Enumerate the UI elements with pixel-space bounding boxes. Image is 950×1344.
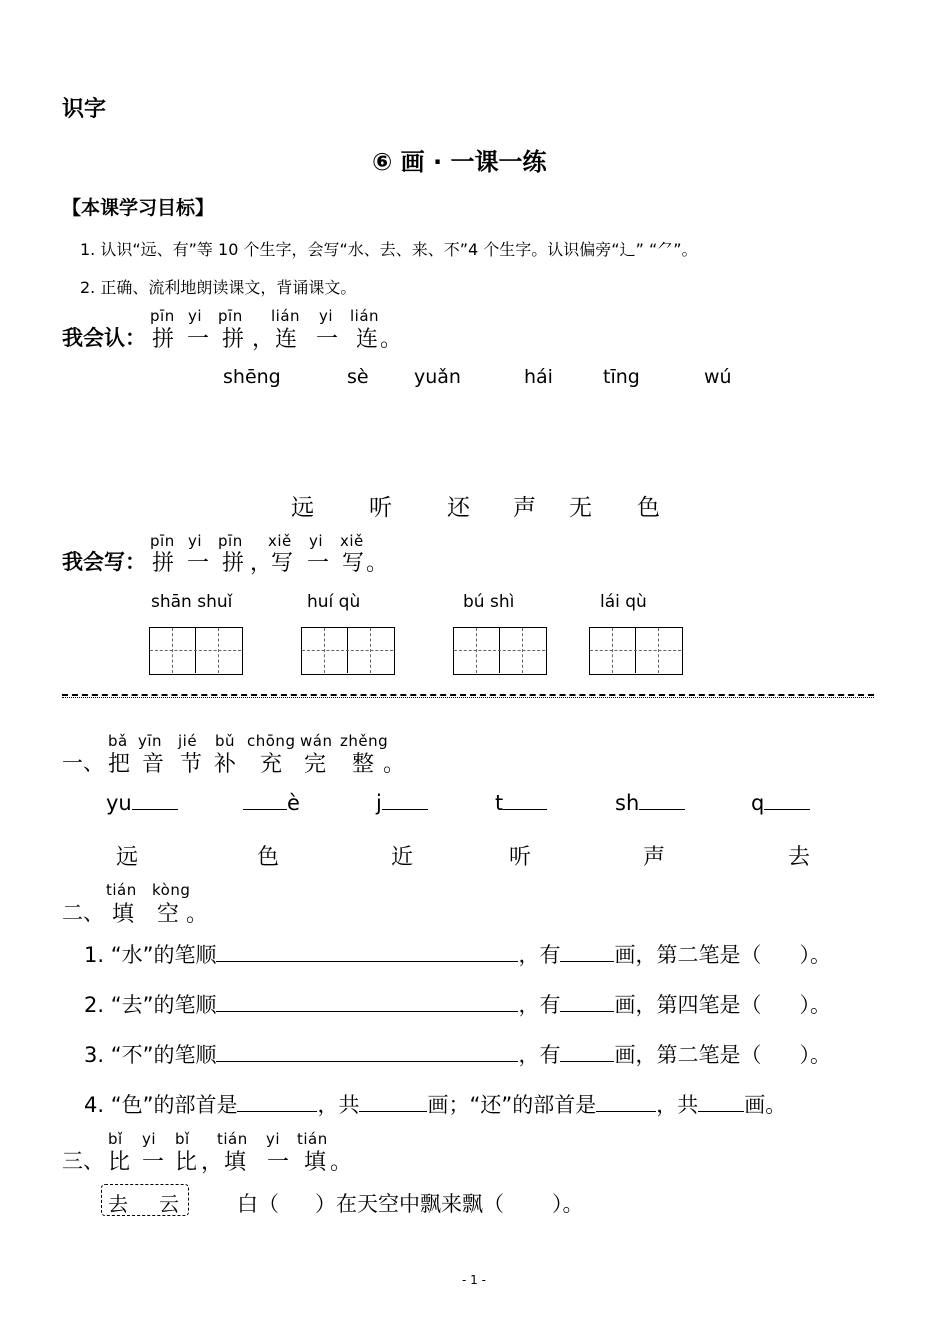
question-text: 1. “水”的笔顺 <box>84 943 217 967</box>
recognize-instr-pinyin: yi <box>188 307 203 325</box>
write-instr-char: 写 <box>342 551 365 576</box>
part2-pinyin: kòng <box>152 881 191 899</box>
syllable-item <box>376 791 428 815</box>
part2-char: 空 <box>157 902 180 927</box>
question-text: 画。 <box>744 1093 787 1117</box>
writing-grid[interactable] <box>589 627 683 675</box>
part3-pinyin: yi <box>266 1130 281 1148</box>
recognize-instr-pinyin: lián <box>350 307 380 325</box>
part3-char: 一 <box>267 1150 290 1175</box>
syllable-blank[interactable] <box>132 809 178 810</box>
recognize-instr-char: 。 <box>380 327 403 352</box>
recognize-instr-char: 连 <box>275 327 298 352</box>
part2-char: 填 <box>112 902 135 927</box>
section-label: 识字 <box>62 97 107 122</box>
recognize-pinyin: shēng <box>223 366 281 388</box>
part3-char: 比 <box>108 1150 131 1175</box>
fill-question-4 <box>84 1089 786 1119</box>
question-text: 画，第二笔是（ <box>614 943 762 967</box>
part3-char: 填 <box>224 1150 247 1175</box>
syllable-blank[interactable] <box>243 809 287 810</box>
question-text: ，有 <box>518 993 561 1017</box>
sentence-text: ）在天空中飘来飘（ <box>315 1192 504 1216</box>
recognize-instr-char: ， <box>252 327 275 352</box>
part1-answer-char: 近 <box>391 845 414 870</box>
syllable-final: è <box>287 791 300 815</box>
write-instr-pinyin: yi <box>188 532 203 550</box>
part1-answer-char: 色 <box>257 845 280 870</box>
goal-item-2: 2. 正确、流利地朗读课文，背诵课文。 <box>80 278 357 297</box>
part1-char: 完 <box>304 752 327 777</box>
write-group-pinyin: shān shuǐ <box>151 592 233 612</box>
question-text: ，共 <box>317 1093 360 1117</box>
write-instr-pinyin: xiě <box>340 532 364 550</box>
recognize-instr-pinyin: pīn <box>150 307 175 325</box>
part3-pinyin: yi <box>142 1130 157 1148</box>
question-text: 3. “不”的笔顺 <box>84 1043 217 1067</box>
recognize-instr-pinyin: pīn <box>218 307 243 325</box>
write-instr-pinyin: yi <box>309 532 324 550</box>
syllable-initial: q <box>751 791 765 815</box>
part3-pinyin: tián <box>297 1130 328 1148</box>
part2-pinyin: tián <box>106 881 137 899</box>
syllable-blank[interactable] <box>764 809 810 810</box>
part1-char: 。 <box>383 752 406 777</box>
answer-blank[interactable] <box>237 1111 317 1112</box>
answer-blank[interactable] <box>216 961 518 962</box>
part1-char: 节 <box>180 752 203 777</box>
part3-char: 比 <box>175 1150 198 1175</box>
recognize-char: 色 <box>637 495 660 521</box>
recognize-instr-char: 拼 <box>222 327 245 352</box>
part1-pinyin: bǔ <box>215 732 236 750</box>
part1-char: 充 <box>260 752 283 777</box>
syllable-item <box>106 791 178 815</box>
write-instr-char: 。 <box>366 551 389 576</box>
answer-blank[interactable] <box>359 1111 427 1112</box>
question-text: ，共 <box>656 1093 699 1117</box>
part3-char: 一 <box>142 1150 165 1175</box>
answer-blank[interactable] <box>560 1061 614 1062</box>
syllable-blank[interactable] <box>382 809 428 810</box>
syllable-initial: yu <box>106 791 132 815</box>
write-instr-char: 一 <box>307 551 330 576</box>
recognize-pinyin: tīng <box>603 366 640 388</box>
choice-char: 去 <box>108 1192 128 1216</box>
question-text: ）。 <box>799 943 831 967</box>
recognize-pinyin: wú <box>704 366 732 388</box>
syllable-item <box>615 791 685 815</box>
part2-char: 。 <box>186 902 209 927</box>
fill-question-3 <box>84 1039 831 1069</box>
answer-blank[interactable] <box>560 1011 614 1012</box>
part1-char: 整 <box>352 752 375 777</box>
write-instr-char: 写 <box>271 551 294 576</box>
goals-heading: 【本课学习目标】 <box>62 197 215 219</box>
write-group-pinyin: lái qù <box>600 592 647 612</box>
part1-answer-char: 声 <box>643 845 666 870</box>
recognize-label: 我会认： <box>62 326 146 350</box>
part1-pinyin: yīn <box>138 732 163 750</box>
recognize-pinyin: hái <box>524 366 553 388</box>
fill-question-2 <box>84 989 831 1019</box>
recognize-char: 无 <box>569 495 592 521</box>
write-instr-pinyin: xiě <box>268 532 292 550</box>
recognize-instr-pinyin: lián <box>271 307 301 325</box>
part1-char: 音 <box>142 752 165 777</box>
recognize-instr-char: 拼 <box>152 327 175 352</box>
part1-char: 补 <box>214 752 237 777</box>
part3-char: 填 <box>304 1150 327 1175</box>
question-text: 画，第四笔是（ <box>614 993 762 1017</box>
write-instr-char: 拼 <box>222 551 245 576</box>
recognize-char: 远 <box>291 495 314 521</box>
fill-sentence <box>237 1188 584 1218</box>
part1-pinyin: chōng <box>247 732 296 750</box>
sentence-text: ）。 <box>552 1192 584 1216</box>
question-text: 2. “去”的笔顺 <box>84 993 217 1017</box>
write-instr-char: 拼 <box>152 551 175 576</box>
writing-grid[interactable] <box>453 627 547 675</box>
recognize-instr-char: 一 <box>316 327 339 352</box>
part2-prefix: 二、 <box>62 901 104 925</box>
syllable-item <box>243 791 300 815</box>
fill-question-1 <box>84 939 831 969</box>
page-title: ⑥ 画 · 一课一练 <box>372 148 547 176</box>
part3-pinyin: bǐ <box>175 1130 190 1148</box>
write-group-pinyin: bú shì <box>463 592 515 612</box>
recognize-pinyin: sè <box>347 366 369 388</box>
recognize-char: 听 <box>369 495 392 521</box>
write-instr-pinyin: pīn <box>150 532 175 550</box>
syllable-initial: sh <box>615 791 640 815</box>
recognize-char: 声 <box>513 495 536 521</box>
question-text: 画；“还”的部首是 <box>427 1093 597 1117</box>
question-text: 画，第二笔是（ <box>614 1043 762 1067</box>
part1-char: 把 <box>108 752 131 777</box>
syllable-initial: t <box>495 791 504 815</box>
write-instr-char: ， <box>250 551 273 576</box>
page-number: - 1 - <box>462 1273 486 1287</box>
recognize-instr-pinyin: yi <box>319 307 334 325</box>
part1-pinyin: wán <box>300 732 333 750</box>
write-label: 我会写： <box>62 550 146 574</box>
part3-char: 。 <box>330 1150 353 1175</box>
part1-pinyin: zhěng <box>340 732 389 750</box>
part1-pinyin: jié <box>178 732 198 750</box>
syllable-blank[interactable] <box>503 809 547 810</box>
question-text: 4. “色”的部首是 <box>84 1093 238 1117</box>
section-divider-dots <box>62 697 874 698</box>
part1-answer-char: 去 <box>788 845 811 870</box>
answer-blank[interactable] <box>216 1061 518 1062</box>
part1-answer-char: 远 <box>116 845 139 870</box>
syllable-item <box>751 791 810 815</box>
part3-prefix: 三、 <box>62 1149 104 1173</box>
answer-blank[interactable] <box>596 1111 656 1112</box>
answer-blank[interactable] <box>698 1111 744 1112</box>
syllable-item <box>495 791 547 815</box>
question-text: ，有 <box>518 943 561 967</box>
write-instr-pinyin: pīn <box>218 532 243 550</box>
answer-blank[interactable] <box>560 961 614 962</box>
question-text: ）。 <box>799 1043 831 1067</box>
write-group-pinyin: huí qù <box>307 592 361 612</box>
choice-char: 云 <box>159 1192 179 1216</box>
write-instr-char: 一 <box>187 551 210 576</box>
question-text: ，有 <box>518 1043 561 1067</box>
part1-pinyin: bǎ <box>108 732 128 750</box>
answer-blank[interactable] <box>216 1011 518 1012</box>
syllable-initial: j <box>376 791 382 815</box>
sentence-text: 白（ <box>237 1192 279 1216</box>
goal-item-1: 1. 认识“远、有”等 10 个生字，会写“水、去、来、不”4 个生字。认识偏旁“辶” “⺈”。 <box>80 240 698 259</box>
section-divider <box>62 694 874 696</box>
question-text: ）。 <box>799 993 831 1017</box>
syllable-blank[interactable] <box>639 809 685 810</box>
writing-grid[interactable] <box>301 627 395 675</box>
part3-pinyin: bǐ <box>108 1130 123 1148</box>
recognize-instr-char: 连 <box>356 327 379 352</box>
recognize-pinyin: yuǎn <box>414 366 461 388</box>
recognize-char: 还 <box>447 495 470 521</box>
recognize-instr-char: 一 <box>187 327 210 352</box>
writing-grid[interactable] <box>149 627 243 675</box>
part3-char: ， <box>201 1150 224 1175</box>
part1-answer-char: 听 <box>509 845 532 870</box>
part1-prefix: 一、 <box>62 751 104 775</box>
part3-pinyin: tián <box>217 1130 248 1148</box>
